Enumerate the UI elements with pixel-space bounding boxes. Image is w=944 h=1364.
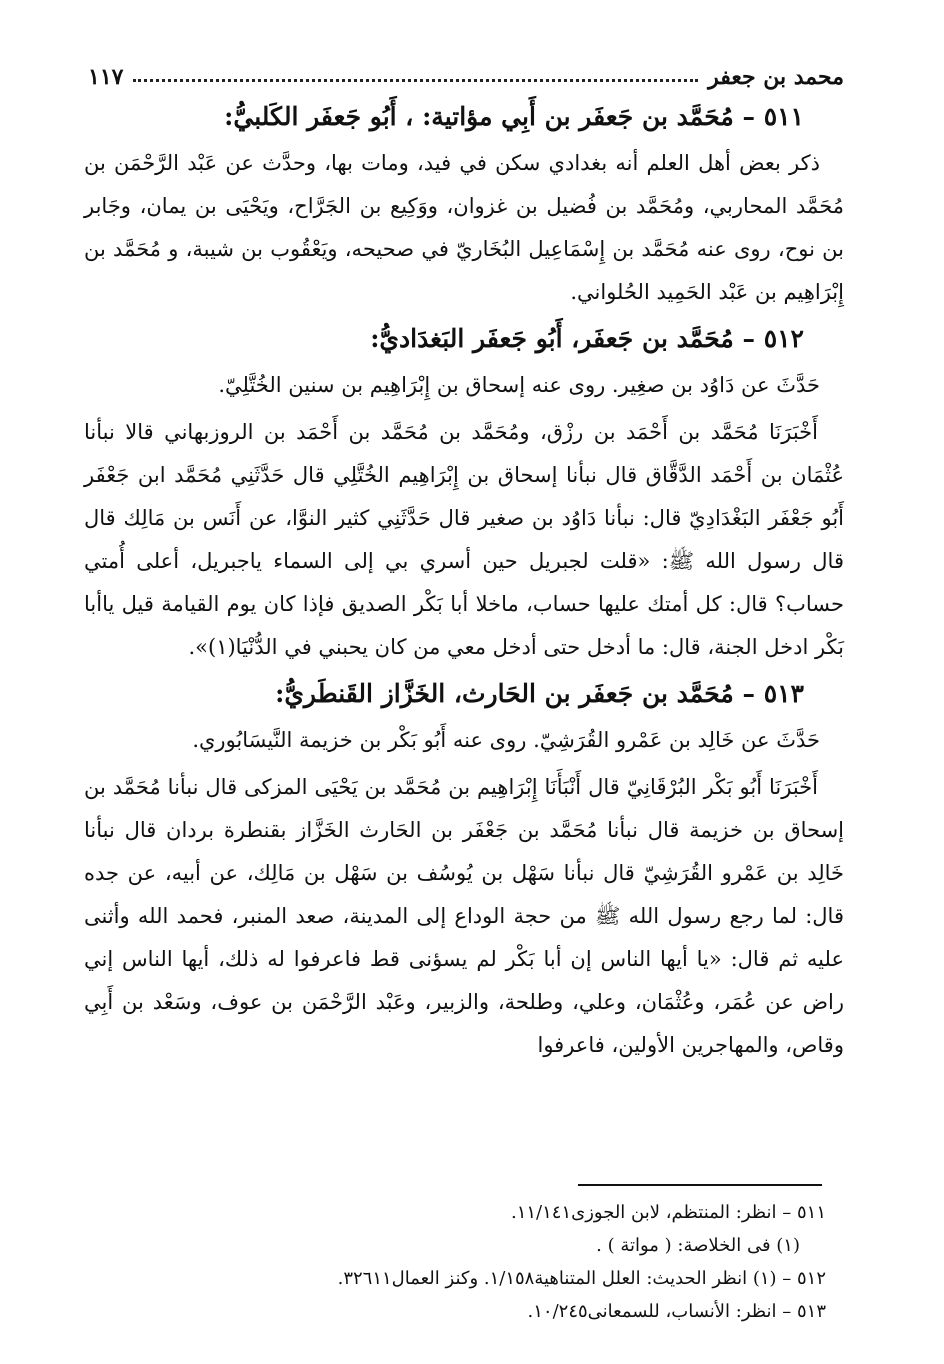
entry-number: ٥١٣: [763, 679, 804, 708]
footnotes: [300, 1196, 826, 1328]
entry-paragraph: حَدَّثَ عن خَالِد بن عَمْرو القُرَشِيّ. روى عنه أَبُو بَكْر بن خزيمة النَّيسَابُوري.: [192, 728, 820, 752]
entry-number: ٥١١: [763, 102, 804, 131]
entry-paragraph: ذكر بعض أهل العلم أنه بغدادي سكن في فيد، ومات بها، وحدَّث عن عَبْد الرَّحْمَن بن مُحَمَّد المحاربي، ومُحَمَّد بن فُضيل بن غزوان، ووَكِيع بن الجَرَّاح، ويَحْيَى بن يمان، وجَابر بن نوح، روى عنه مُحَمَّد بن إِسْمَاعِيل البُخَاريّ في صحيحه، ويَعْقُوب بن شيبة، و مُحَمَّد بن إِبْرَاهِيم بن عَبْد الحَمِيد الحُلواني.: [84, 151, 844, 304]
entry-number: ٥١٢: [763, 324, 804, 353]
dotted-leader: [133, 78, 698, 82]
entry-heading-512: ٥١٢ – مُحَمَّد بن جَعفَر، أَبُو جَعفَر البَغدَاديُّ:: [370, 324, 804, 353]
footnote-divider: [578, 1184, 822, 1186]
page-number: ١١٧: [88, 64, 124, 90]
main-text: [84, 92, 844, 1067]
entry-paragraph: أَخْبَرَنَا مُحَمَّد بن أَحْمَد بن رزْق، ومُحَمَّد بن مُحَمَّد بن أَحْمَد بن الروزبهاني قالا نبأنا عُثْمَان بن أَحْمَد الدَّقَّاق قال نبأنا إسحاق بن إِبْرَاهِيم الخُتَّلِي قال حَدَّثَنِي مُحَمَّد ابن جَعْفَر أَبُو جَعْفَر البَغْدَادِيّ قال: نبأنا دَاوُد بن صغير قال حَدَّثَنِي كثير النوَّا، عن أَنَس بن مَالِك قال قال رسول الله ﷺ: «قلت لجبريل حين أسري بي إلى السماء ياجبريل، أعلى أُمتي حساب؟ قال: كل أمتك عليها حساب، ماخلا أبا بَكْر الصديق فإذا كان يوم القيامة قيل ياأبا بَكْر ادخل الجنة، قال: ما أدخل حتى أدخل معي من كان يحبني في الدُّنْيَا(١)».: [84, 420, 844, 659]
footnote: (١) فى الخلاصة: ( مواتة ) .: [596, 1235, 800, 1256]
footnote: ٥١٢ – (١) انظر الحديث: العلل المتناهية١/١٥٨. وكنز العمال٣٢٦١١.: [337, 1268, 826, 1289]
entry-paragraph: أَخْبَرَنَا أَبُو بَكْر البُرْقَانِيّ قال أَنْبَأَنَا إِبْرَاهِيم بن مُحَمَّد بن يَحْيَى المزكى قال نبأنا مُحَمَّد بن إسحاق بن خزيمة قال نبأنا مُحَمَّد بن جَعْفَر بن الحَارث الخَزَّاز بقنطرة بردان قال نبأنا خَالِد بن عَمْرو القُرَشِيّ قال نبأنا سَهْل بن يُوسُف بن سَهْل بن مَالِك، عن أبيه، عن جده قال: لما رجع رسول الله ﷺ من حجة الوداع إلى المدينة، صعد المنبر، فحمد الله وأثنى عليه ثم قال: «يا أيها الناس إن أبا بَكْر لم يسؤنى قط فاعرفوا له ذلك، أيها الناس إني راض عن عُمَر، وعُثْمَان، وعلي، وطلحة، والزبير، وعَبْد الرَّحْمَن بن عوف، وسَعْد بن أَبِي وقاص، والمهاجرين الأولين، فاعرفوا: [84, 775, 844, 1057]
footnote: ٥١٣ – انظر: الأنساب، للسمعانى١٠/٢٤٥.: [527, 1301, 826, 1322]
entry-heading-511: ٥١١ – مُحَمَّد بن جَعفَر بن أَبِي مؤاتية: ، أَبُو جَعفَر الكَلبيُّ:: [224, 102, 804, 131]
entry-title: مُحَمَّد بن جَعفَر بن أَبِي مؤاتية: ، أَبُو جَعفَر الكَلبيُّ:: [224, 102, 734, 131]
entry-title: مُحَمَّد بن جَعفَر بن الحَارث، الخَزَّاز القَنطَريُّ:: [275, 679, 734, 708]
entry-paragraph: حَدَّثَ عن دَاوُد بن صغِير. روى عنه إسحاق بن إِبْرَاهِيم بن سنين الخُتَّلِيّ.: [218, 373, 820, 397]
running-title: محمد بن جعفر: [708, 64, 844, 90]
entry-heading-513: ٥١٣ – مُحَمَّد بن جَعفَر بن الحَارث، الخَزَّاز القَنطَريُّ:: [275, 679, 804, 708]
footnote: ٥١١ – انظر: المنتظم، لابن الجوزى١١/١٤١.: [510, 1202, 826, 1223]
running-head: [88, 46, 844, 90]
entry-title: مُحَمَّد بن جَعفَر، أَبُو جَعفَر البَغدَاديُّ:: [370, 324, 734, 353]
